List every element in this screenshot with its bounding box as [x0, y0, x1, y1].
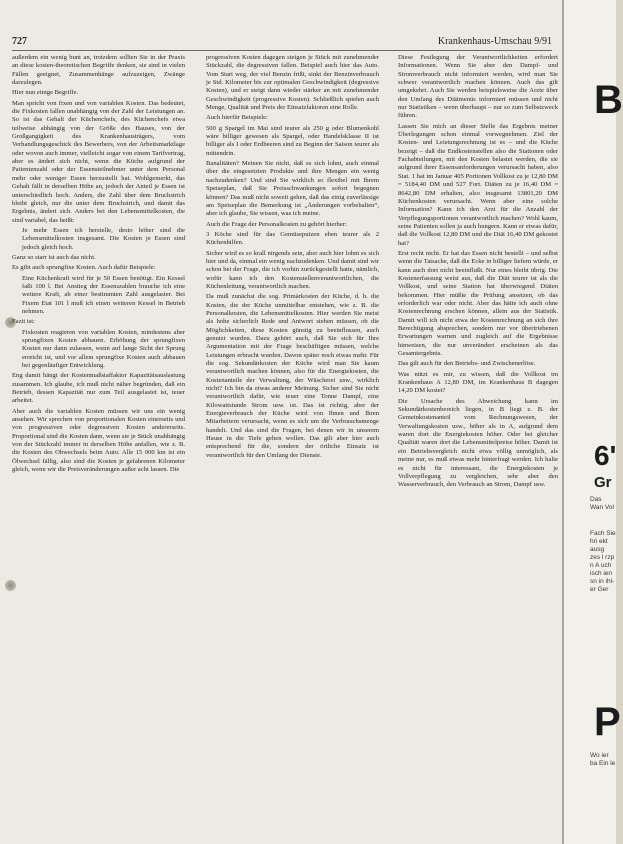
paragraph: Fazit ist:	[12, 318, 35, 326]
paragraph: Sicher wird es so krall nirgends sein, aber auch hier lohnt es sich hier und da, einmal ein wenig nachzudenken. Und damit sind wir schon bei der Frage, die ich vorhin zurückgestellt hatte, nämlich, wofür kann ich den Kostenstellenverantwortlichen, die Küchenleitung, verantwortlich machen.	[206, 249, 379, 290]
paragraph: Auch die Frage der Personalkosten zu gehört hierher:	[206, 220, 347, 228]
text-column-2	[206, 54, 379, 839]
page-header	[12, 36, 552, 51]
page-number: 727	[12, 36, 27, 47]
paragraph: Diese Festlegung der Verantwortlichkeiten erfordert Informationen. Wenn Sie aber den Dampf- und Stromverbrauch nicht informiert werden, wird man Sie schwer verantwortlich machen können. Auch das gilt umgekehrt. Auch Sie werden beispielsweise die Arzte über den Umfang des Diätmenüs informiert müssen und nicht nur Statistiken – wenn überhaupt – nur so zum Selbstzweck führen.	[398, 54, 558, 120]
adjacent-page-edge	[562, 0, 623, 844]
paragraph: Was nützt es mir, zu wissen, daß die Vollkost im Krankenhaus A 12,80 DM, im Krankenhaus B dagegen 14,20 DM kostet?	[398, 370, 558, 395]
adjacent-page-fragment: Wo ier ba Ein le	[590, 752, 616, 767]
paragraph: Ganz so starr ist auch das nicht.	[12, 253, 96, 261]
journal-title: Krankenhaus-Umschau 9/91	[437, 36, 552, 47]
adjacent-page-letter: 6'	[594, 440, 617, 471]
indented-paragraph: Je mehr Essen ich herstelle, desto höher sind die Lebensmittelkosten insgesamt. Die Kosten je Essen sind jedoch gleich hoch.	[22, 226, 185, 251]
adjacent-page-fragment: Das Wan Vol	[590, 496, 614, 511]
paragraph: Das gilt auch für den Betriebs- und Zwischenerlöse.	[398, 360, 536, 368]
adjacent-page-letter: P	[594, 700, 621, 744]
paragraph: Da muß zunächst die sog. Primärkosten der Küche, d. h. die Kosten, die der Küche unmittelbar entstehen, wie z. B. die Personalkosten, die Lebensmittelkosten. Hier werden Sie meist als hohe sicherlich Rede und Antwort stehen müssen, ob die Möglichkeiten, diese Kosten günstig zu beeinflussen, auch genutzt wurden. Dazu gehört auch, daß Sie sich für Ihre Argumentation mit der Frage beschäftigen müssen, welche Leistungen erbracht wurden. Davon später noch etwas mehr. Für die sog. Sekundärkosten der Küche wird man Sie kaum verantwortlich machen können, also für die Energiekosten, die Kostenanteile der Verwaltung, der Wäscherei usw., wirklich nicht? Ich bin da etwas anderer Meinung. Sicher sind Sie nicht verantwortlich dafür, wie teuer eine Tonne Dampf, eine Kilowattstunde Strom usw. ist. Das ist richtig, aber der Energieverbrauch der Küche wird von Ihnen und Ihren Mitarbeitern verursacht, wenn es sich um die Verbrauchsmenge handelt. Und das sind die Fragen, bei denen wir in unserem Hause in die Tiefe gehen wollen. Das gilt aber hier auch entsprechend für die, sondern der örtliche Einsatz ist verantwortlich für den Umfang der Dienste.	[206, 293, 379, 459]
paragraph: Erst recht nicht. Er hat das Essen nicht bestellt – und selbst wenn die Tatsache, daß die Ecke in billiger liefern würde, er kann auch dort nicht beeinflußt. Nur eines bleibt übrig. Die Kostenerfassung weist aus, daß die Diät teurer ist als die Vollkost, und seine Station hat überwiegend Diäten bekommen. Hier müßte die Prüfung ansetzen, ob das erforderlich war oder nicht. Aber das hätte ich auch ohne Kostenrechnung erschen können, allein aus der Statistik. Damit will ich nicht etwa der Kostenrechnung an sich ihre Berechtigung absprechen, sondern nur vor übertriebenen Erwartungen warnen und zugleich auf die Ergebnisse hinweisen, die nur unverändert erscheinen als das Gesamtergebnis.	[398, 249, 558, 358]
adjacent-page-letter: B	[594, 78, 623, 122]
indented-paragraph: Fixkosten reagieren von variablen Kosten, mindestens aber sprungfixen Kosten abbauen. Erhöhung der sprungfixen Kosten nur dann zulassen, wenn auf lange Sicht der Sprung erreicht ist, und vor allem sprungfixe Kosten auch abbauen bei gegenläufiger Entwicklung.	[22, 328, 185, 370]
text-column-3	[398, 54, 558, 839]
paragraph: außerdem ein wenig bunt an, trotzdem sollten Sie in der Praxis an diese kosten-theoretischen Begriffe denken, sie sind in vielen Fällen geeignet, Zusammenhänge aufzuzeigen, Zwänge darzulegen.	[12, 54, 185, 87]
paragraph: Eng damit hängt der Kostenmaßstaffaktor Kapazitätsauslastung zusammen. Ich glaube, ich muß nicht näher begründen, daß ein Betrieb, dessen Kapazität nur zum Teil ausgelastet ist, teuer arbeitet.	[12, 372, 185, 405]
paragraph: 3 Köche sind für das Gemüseputzen eben teurer als 2 Küchenhilfen.	[206, 230, 379, 247]
paragraph: Man spricht von fixen und von variablen Kosten. Das bedeutet, die Fixkosten fallen unabhängig von der Zahl der Leistungen an. So ist das Gehalt der Küchenchefs, des Küchenchefs etwa teilweise abhängig von der Größe des Hauses, von der Großgangigkeit des Krankenhausträgers, vom Verhandlungsgeschick des Bewerbers, von der Arbeitsmarktlage oder wovon auch immer, vielleicht sogar von einem Tarifvertrag, aber es ändert sich nicht, wenn die Küche aufgrund der Patientenzahl oder der Essensteilnehmer unter dem Personal mehr oder weniger Essen herzustellt hat. Wohlgemerkt, das Gehalt fällt in derselben Höhe an, jedoch der Anteil je Essen ist unterschiedlich hoch. Anders, die Zahl über dem Bruchstrich bleibt gleich, nur die unter dem Bruchstrich, und damit das Ergebnis, ändert sich. Anders bei den Lebensmittelkosten, die sind variabel, das heißt:	[12, 99, 185, 224]
paragraph: Lassen Sie mich an dieser Stelle das Ergebnis meiner Überlegungen schon einmal vorwegnehmen. Ziel der Kosten- und Leistungsrechnung ist es – und die Küche bezeigt – daß die Endkostenstellen also die Stationen oder Fachabteilungen, mit den Kosten belastet werden, die sie aufgrund ihrer Essensanforderungen verursacht haben, also Stat. 1 hat im Januar 405 Portionen Vollkost zu je 12,80 DM = 5184,40 DM und 527 Fort. Diäten zu je 16,40 DM = 8642,80 DM erhalten, also insgesamt 13801,20 DM Küchenkosten verursacht. Wenn aber eine solche Information? Kann ich den Arzt für die Anzahl der Verpflegungsportionen verantwortlich machen? Wohl kaum, seine Patienten sollen ja auch hungern. Kann er etwas dafür, daß die Vollkost 12,80 DM und die Diät 16,40 DM gekostet hat?	[398, 122, 558, 247]
adjacent-page-fragment: Fach Sie hri ekt ausg zes l rzp n A uch isch ien sn in ihl- er Ger	[590, 530, 616, 593]
paragraph: Die Ursache des Abweichung kann im Sekundärkostenbereich liegen, in B liegt z. B. der Gemeinkostenanteil vom Rechnungswesen, der Verwaltungskosten usw., höher als in A, aufgrund dem waren dort die Energiekosten höher. Oder bei gleicher Qualität waren dort die Lebensmittelpreise höher. Damit ist ein Betriebsvergleich nicht etwa völlig unmöglich, als meine nur, es muß etwas mehr hinterfragt werden. Ich halte es nicht für interessant, die Energiekosten je Vollverpflegung zu vergleichen, sehr aber den Wasserverbrauch, den Verbrauch an Strom, Dampf usw.	[398, 397, 558, 489]
paragraph: progressiven Kosten dagegen steigen je Stück mit zunehmender Stückzahl, die degressiven fallen. Beispiel auch hier das Auto. Vom Start weg, der viel Benzin frißt, sinkt der Benzinverbrauch je Std. Kilometer bis zur optimalen Geschwindigkeit (degressive Kosten), und er steigt dann wieder stärker an mit zunehmender Geschwindigkeit (progressive Kosten). Schließlich spielen auch Menge, Qualität und Preis der Einsatzfaktoren eine Rolle.	[206, 54, 379, 112]
paragraph: Hier nun einige Begriffe.	[12, 89, 79, 97]
paragraph: Auch hierfür Beispiele:	[206, 114, 268, 122]
indented-paragraph: Eine Küchenkraft wird für je 50 Essen benötigt. Ein Kessel faßt 100 l. Bei Anstieg der Essenszahlen brauche ich eine weitere Kraft, ab einer bestimmten Zahl ausgelaster. Bei Fixem Etat 101 l muß ich einen weiteren Kessel in Betrieb nehmen.	[22, 274, 185, 315]
paragraph: Aber auch die variablen Kosten müssen wir uns ein wenig ansehen. Wir sprechen von proportionalen Kosten einerseits und von progressiven oder degressiven Kosten andererseits. Proportional sind die Kosten dann, wenn sie je Stück unabhängig von der Stückzahl immer in derselben Höhe anfallen, wie z. B. die Kosten des Obwechsels beim Auto. Alle 15 000 km ist ein Ölwechsel fällig, also sind die Kosten je gefahrenen Kilometer gleich, wenn wir die Preisveränderungen außer acht lassen. Die	[12, 407, 185, 474]
text-column-1	[12, 54, 185, 839]
paragraph: Banalitäten? Meinen Sie nicht, daß es sich lohnt, auch einmal über die eingesetzten Produkte und ihre Mengen ein wenig nachzudenken? Und sind Sie wirklich so flexibel mit Ihrem Speiseplan, daß Sie Preisschwankungen sofort begegnen können? Das muß nicht soweit gehen, daß das einig zuverlässige am Speiseplan die Bemerkung ist „Änderungen vorbehalten“, aber ich glaube, Sie wissen, was ich meine.	[206, 160, 379, 218]
adjacent-page-letter: Gr	[594, 474, 612, 491]
paragraph: Es gibt auch sprungfixe Kosten. Auch dafür Beispiele:	[12, 264, 156, 272]
paragraph: 500 g Spargel im Mai sind teurer als 250 g oder Blumenkohl wäre billiger gewesen als Spargel, oder Handelsklasse II ist billiger als I oder Erdbeeren sind zu Beginn der Saison teurer als mittendrin.	[206, 124, 379, 157]
